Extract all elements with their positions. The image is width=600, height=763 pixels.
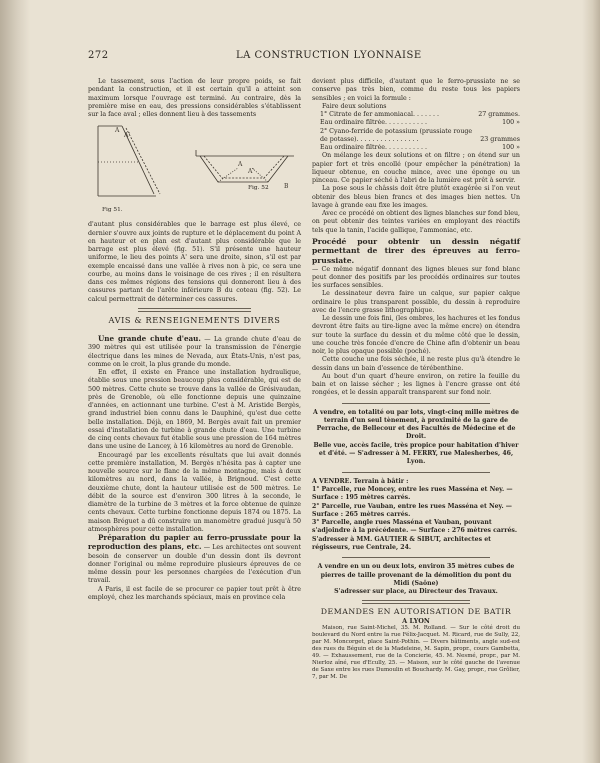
section-divider [138,308,251,312]
dam-diagram [88,122,301,218]
negative-title: Procédé pour obtenir un dessin négatif permettant de tirer des épreuves au ferro-prussiate. [312,236,520,265]
section-title: AVIS & RENSEIGNEMENTS DIVERS [108,314,281,325]
ad-parcelle-1: 1° Parcelle, rue Moncey, entre les rues Masséna et Ney. — Surface : 195 mètres carrés. [312,485,513,502]
encourage-paragraph: Encouragé par les excellents résultats que lui avait donnés cette première installation, M. Bergès n'hésita pas à capter une nouvelle source sur le flanc de la même montagne, mais à deux kilomètres au nord, dans la vallée, à Brignoud. C'est cette deuxième chute, dont la hauteur utilisée est de 500 mètres. Le débit de la source est d'environ 300 litres à la seconde, le diamètre de la turbine de 3 mètres et la force obtenue de quinze cents chevaux. Cette turbine fonctionne depuis 1874 ou 1875. La maison Bréguet a dû construire un manomètre gradué jusqu'à 50 atmosphères pour cette installation. [88,451,301,533]
procede-paragraph: Avec ce procédé on obtient des lignes blanches sur fond bleu, on peut obtenir des teintes variées en employant des réactifs tels que la tanin, l'acide gallique, l'ammoniac, etc. [312,210,520,234]
pose-paragraph: La pose sous le châssis doit être plutôt exagérée si l'on veut obtenir des bleus bien francs et des images bien nettes. Un lavage à grande eau fixe les images. [312,185,520,209]
prep-paragraph [88,534,301,586]
formula-intro: devient plus difficile, d'autant que le ferro-prussiate ne se conserve pas très bien, comme du reste tous les papiers sensibles ; en voici la formule : [312,78,520,102]
recipe-value: 23 grammes [480,135,520,143]
recipe-value: 100 » [502,119,520,127]
bain-paragraph: Au bout d'un quart d'heure environ, on retire la feuille du bain et on laisse sécher ; les lignes à l'encre grasse ont été rongées, et le dessin apparaît transparent sur fond noir. [312,372,520,397]
recipe-row [312,111,520,119]
chute-paragraph [88,335,301,369]
recipe-row [312,128,520,136]
fig51-label-aprime: A' [124,132,130,140]
france-paragraph: En effet, il existe en France une installation hydraulique, établie sous une pression beaucoup plus considérable, qui est de 500 mètres. Cette chute se trouve dans la vallée de Grésivaudan, près de Grenoble, où elle fonctionne depuis une quinzaine d'années, en actionnant une turbine. C'est à M. Aristide Bergès, grand industriel bien connu dans le Dauphiné, qu'est due cette belle installation. Déjà, en 1869, M. Bergès avait fait un premier essai d'installation de turbine à grande chute d'eau. Une turbine de cinq cents chevaux fut établie sous une pression de 164 mètres dans une usine de Lancey, à 16 kilomètres au nord de Grenoble. [88,369,301,451]
page-edge-shadow [582,0,600,763]
prep-text: — Les architectes ont souvent besoin de conserver un double d'un dessin dont ils devront donner l'original ou même reproduire plusieurs épreuves de ce même dessin pour les personnes chargées de l'exécution d'un travail. [88,544,302,585]
recipe-label: 2° Cyano-ferride de potassium (prussiate rouge [320,127,473,135]
ad-divider [342,403,490,404]
running-header [88,50,506,66]
mix-paragraph: On mélange les deux solutions et on filtre ; on étend sur un papier fort et très encollé (pour empêcher la pénétration) la liqueur obtenue, en couche mince, avec une éponge ou un pinceau. Ce papier séché à l'abri de la lumière est prêt à servir. [312,152,520,184]
intro-paragraph: Le tassement, sous l'action de leur propre poids, se fait pendant la construction, et il est certain qu'il a atteint son maximum lorsque l'ouvrage est terminé. Au contraire, dès la première mise en eau, des pressions considérables s'établissent sur la face aval ; elles donnent lieu à des tassements [88,78,301,118]
paris-paragraph: A Paris, il est facile de se procurer ce papier tout prêt à être employé, chez les marchands spéciaux, mais en province cela [88,585,301,601]
after-figure-paragraph: d'autant plus considérables que le barrage est plus élevé, ce dernier s'ouvre aux joints de rupture et le déplacement du point A en hauteur et en plan est d'autant plus considérable que le barrage est plus élevé (fig. 51). S'il présente une hauteur uniforme, le lieu des points A' sera une droite, sinon, s'il est par exemple encaissé dans une vallée à rives non à pic, ce sera une courbe, au moins dans le voisinage de ces rives ; il en résultera dans ces mêmes régions des tensions qui donneront lieu à des cassures partant de l'arête inférieure B du coteau (fig. 52). Le calcul permettrait de déterminer ces cassures. [88,221,301,303]
demands-title: DEMANDES EN AUTORISATION DE BATIR [320,607,512,617]
fig52-caption: Fig. 52 [248,185,269,192]
dam-figures [88,122,301,218]
fig51-label-a: A [115,127,120,135]
page-number: 272 [88,50,109,61]
demands-divider [362,600,470,604]
demands-city: A LYON [402,616,430,625]
solutions-line: Faire deux solutions [322,102,387,110]
ad-terrain-text: A vendre, en totalité ou par lots, vingt-cinq mille mètres de terrain d'un seul tènement, à proximité de la gare de Perrache, de Bellecour et des Facultés de Médecine et de Droit. [313,408,519,441]
ad-divider [342,557,490,558]
running-title: LA CONSTRUCTION LYONNAISE [236,50,422,61]
ad-pierres-contact: S'adresser sur place, au Directeur des Travaux. [334,588,498,596]
recipe-row [312,144,520,152]
recipe-label: Eau ordinaire filtrée. . . . . . . . . . . [320,119,428,127]
ad-parcelle-2: 2° Parcelle, rue Vauban, entre les rues Masséna et Ney. — Surface : 265 mètres carrés. [312,502,512,518]
demands-list: Maison, rue Saint-Michel, 35. M. Rolland. — Sur le côté droit du boulevard du Nord entre la rue Félix-Jacquet. M. Ricard, rue de Sully, 22, par M. Moncorget, place Saint-Pothin. — Divers bâtiments, angle sud-est des rues du Béguin et de la Madeleine, M. Sapin, propr., cours Gambetta, 49. — Exhaussement, rue de la Concierie, 45. M. Nesmé, propr., par M. Nierloz aîné, rue d'Ecully, 25. — Maison, sur le côté gauche de l'avenue de Saxe entre les rues Dumoulin et Bouchardy. M. Gay, propr., rue Grôlier, 7, par M. De [312,624,520,681]
fig51-caption: Fig 51. [102,207,123,214]
recipe-label: 1° Citrate de fer ammoniacal. . . . . . . [320,111,439,118]
fig52-label-aprime: A' [248,168,254,176]
recipe-value: 27 grammes. [478,111,520,118]
ad-terrain-contact: Belle vue, accès facile, très propice pour habitation d'hiver et d'été. — S'adresser à M. FERRY, rue Malesherbes, 46, Lyon. [313,441,519,466]
right-column [312,78,520,681]
prep-title: Préparation du papier au ferro-prussiate pour la reproduction des plans, etc. [88,533,301,552]
couche-paragraph: Cette couche une fois séchée, il ne reste plus qu'à étendre le dessin dans un bain d'essence de térébenthine. [312,356,520,372]
recipe-label: Eau ordinaire filtrée. . . . . . . . . . . [320,144,428,151]
fig52-label-a: A [238,161,243,169]
ad-parcelle-3: 3° Parcelle, angle rues Masséna et Vauban, pouvant s'adjoindre à la précédente. — Surface : 276 mètres carrés. [312,519,518,535]
recipe-row [312,136,520,144]
fig52-label-b: B [284,183,289,191]
ad-divider [342,472,490,473]
recipe-row [312,119,520,127]
dessin-paragraph: Le dessin une fois fini, (les ombres, les hachures et les fondus devront être faits au tire-ligne avec la même encre) on étendra sur toute la surface du dessin et du même côté que le dessin, une couche très foncée d'encre de Chine afin d'obtenir un beau noir, le plus opaque possible (poché). [312,315,520,356]
ad-parcelles-title: A VENDRE. Terrain à bâtir : [312,477,409,485]
chute-title: Une grande chute d'eau. [98,334,201,343]
calque-paragraph: Le dessinateur devra faire un calque, sur papier calque ordinaire le plus transparent possible, du dessin à reproduire avec de l'encre grasse lithographique. [312,290,520,314]
negative-text: — Ce même négatif donnant des lignes bleues sur fond blanc peut donner des positifs par les procédés ordinaires sur toutes les surfaces sensibles. [312,265,520,290]
ad-pierres-text: A vendre en un ou deux lots, environ 35 mètres cubes de pierres de taille provenant de la démolition du pont du Midi (Saône) [317,563,515,587]
recipe-value: 100 » [502,144,520,151]
fig52-drawing [196,150,294,182]
recipe-label: de potasse). . . . . . . . . . . . . . . . [320,135,419,143]
recipe-value [516,128,520,136]
recipe-list [312,111,520,152]
ad-parcelles-contact: S'adresser à MM. GAUTIER & SIBUT, architectes et régisseurs, rue Centrale, 24. [312,535,492,551]
left-column [88,78,301,602]
page-binding-shadow [0,0,30,763]
section-rule [118,329,271,330]
chute-text: — La grande chute d'eau de 390 mètres qui est utilisée pour la transmission de l'énergie électrique dans les mines de Nevada, aux États-Unis, n'est pas, comme on le croit, la plus grande du monde. [88,336,301,368]
